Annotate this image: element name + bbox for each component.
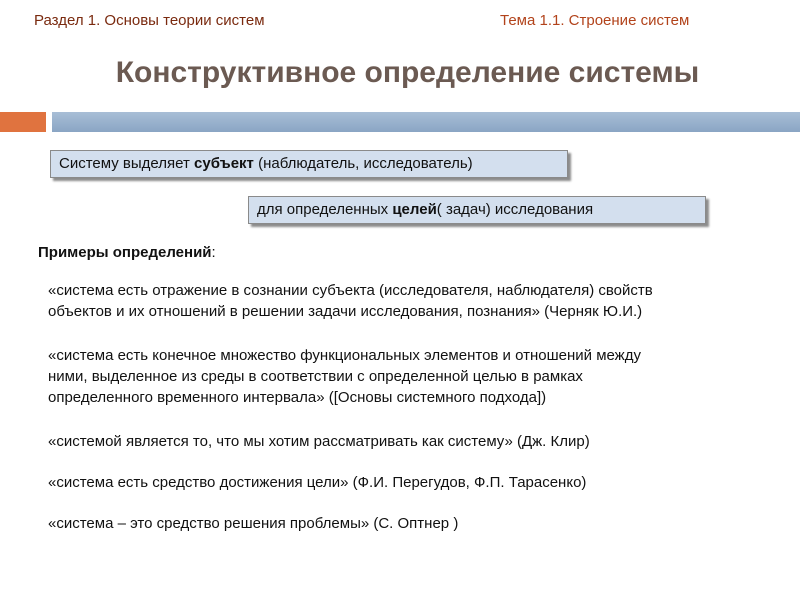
definition-item bbox=[48, 280, 788, 322]
accent-bar bbox=[0, 112, 46, 132]
definition-line: «система есть конечное множество функциональных элементов и отношений между bbox=[48, 347, 641, 364]
definition-line: «система – это средство решения проблемы» (С. Оптнер ) bbox=[48, 515, 459, 532]
divider-bar bbox=[52, 112, 800, 132]
definition-line: объектов и их отношений в решении задачи исследования, познания» (Черняк Ю.И.) bbox=[48, 303, 643, 320]
goals-box bbox=[248, 196, 706, 224]
page-title: Конструктивное определение системы bbox=[115, 56, 700, 89]
definition-item bbox=[48, 472, 788, 493]
subject-box-prefix: Систему выделяет bbox=[59, 155, 195, 172]
examples-heading bbox=[38, 244, 216, 261]
definition-line: определенного временного интервала» ([Основы системного подхода]) bbox=[48, 389, 547, 406]
definition-line: «система есть отражение в сознании субъекта (исследователя, наблюдателя) свойств bbox=[48, 282, 653, 299]
section-label: Раздел 1. Основы теории систем bbox=[34, 12, 265, 29]
definition-item bbox=[48, 431, 788, 452]
goals-box-bold: целей bbox=[392, 201, 437, 218]
topic-label: Тема 1.1. Строение систем bbox=[500, 12, 690, 29]
definition-line: «система есть средство достижения цели» (Ф.И. Перегудов, Ф.П. Тарасенко) bbox=[48, 474, 587, 491]
goals-box-prefix: для определенных bbox=[257, 201, 393, 218]
subject-box-bold: субъект bbox=[194, 155, 254, 172]
examples-heading-colon: : bbox=[211, 244, 216, 261]
definition-line: ними, выделенное из среды в соответствии с определенной целью в рамках bbox=[48, 368, 583, 385]
definition-item bbox=[48, 345, 788, 408]
subject-box bbox=[50, 150, 568, 178]
definition-line: «системой является то, что мы хотим рассматривать как систему» (Дж. Клир) bbox=[48, 433, 590, 450]
definition-item bbox=[48, 513, 788, 534]
goals-box-suffix: ( задач) исследования bbox=[436, 201, 594, 218]
examples-heading-text: Примеры определений bbox=[38, 244, 212, 261]
subject-box-suffix: (наблюдатель, исследователь) bbox=[253, 155, 473, 172]
